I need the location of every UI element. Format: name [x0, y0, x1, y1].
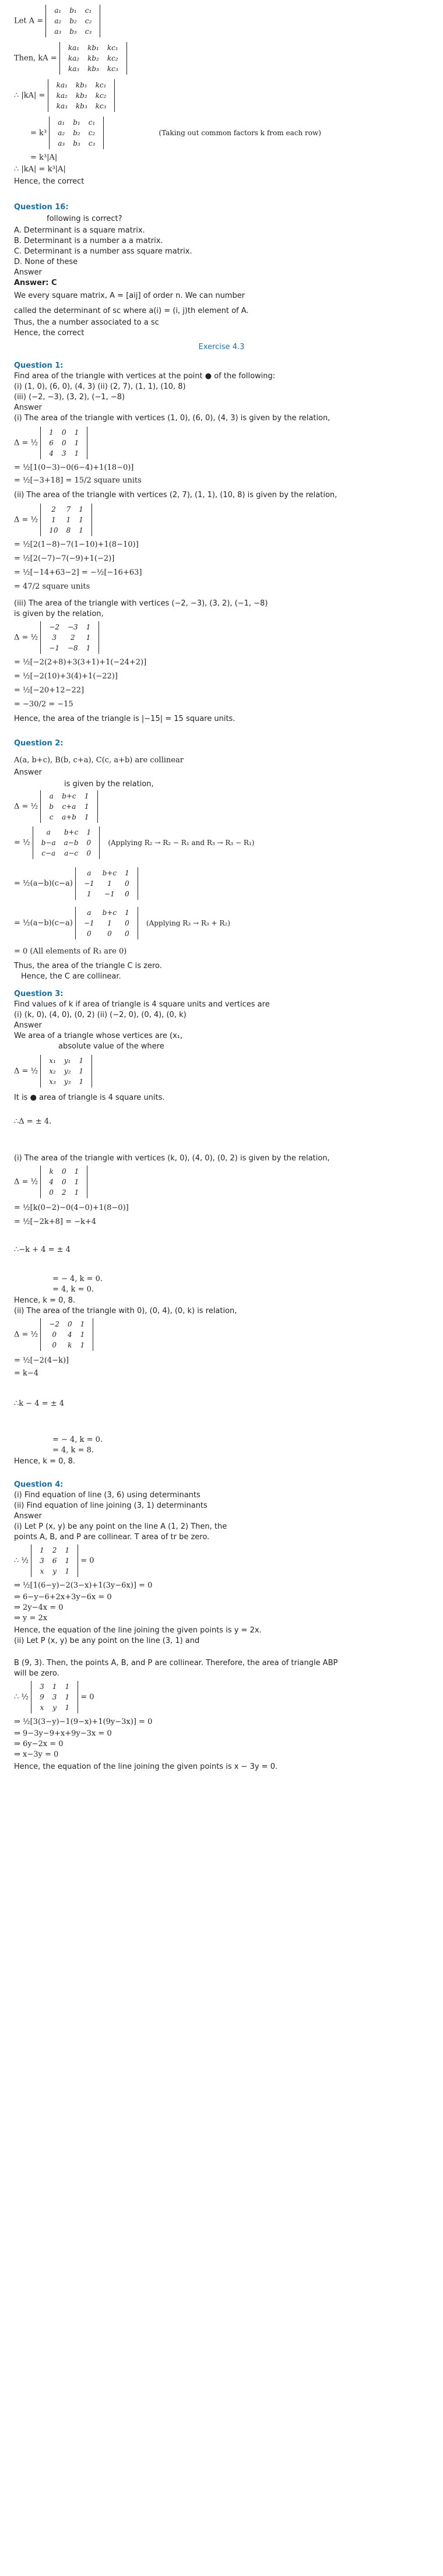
- q1-i-step-2: = ½[−3+18] = 15/2 square units: [14, 476, 142, 485]
- q3-pm4: ∴Δ = ± 4.: [14, 1117, 52, 1126]
- q2-statement: A(a, b+c), B(b, c+a), C(c, a+b) are collinear: [14, 756, 184, 765]
- q3-ii-text: (ii) The area of the triangle with 0), (0, 4), (0, k) is relation,: [14, 1307, 237, 1315]
- q1-iii-text-2: is given by the relation,: [14, 610, 104, 618]
- k3a-line: = k³|A|: [30, 153, 58, 162]
- question-3-title: Question 3:: [14, 990, 64, 998]
- q3-it-is: It is ● area of triangle is 4 square units.: [14, 1093, 165, 1102]
- q3-ii-det: Δ = ½ −2 0 1 0 4 1 0 k 1: [14, 1318, 93, 1351]
- q3-ii-result-2: = 4, k = 8.: [52, 1446, 94, 1455]
- q4-i-line-2: points A, B, and P are collinear. T area of tr be zero.: [14, 1533, 210, 1542]
- q4-ii-step-4: ⇒ x−3y = 0: [14, 1750, 59, 1759]
- q3-i-text: (i) The area of the triangle with vertices (k, 0), (4, 0), (0, 2) is given by the relation,: [14, 1154, 330, 1163]
- q4-i-step-3: ⇒ 2y−4x = 0: [14, 1603, 64, 1612]
- q16-option-d: D. None of these: [14, 258, 78, 266]
- q1-iii-text: (iii) The area of the triangle with vertices (−2, −3), (3, 2), (−1, −8): [14, 599, 268, 608]
- q4-ii-line-3: will be zero.: [14, 1669, 59, 1678]
- q4-i-line-1: (i) Let P (x, y) be any point on the line A (1, 2) Then, the: [14, 1522, 227, 1531]
- question-1-title: Question 1:: [14, 361, 64, 370]
- q4-ii-step-1: ⇒ ½[3(3−y)−1(9−x)+1(9y−3x)] = 0: [14, 1718, 153, 1726]
- q1-iii-det: Δ = ½ −2 −3 1 3 2 1 −1 −8 1: [14, 621, 99, 654]
- q16-explanation-3: Thus, the a number associated to a sc: [14, 318, 159, 327]
- q4-part-1: (i) Find equation of line (3, 6) using determinants: [14, 1491, 201, 1500]
- q1-i-step-1: = ½[1(0−3)−0(6−4)+1(18−0)]: [14, 463, 134, 472]
- q3-i-result-1: = − 4, k = 0.: [52, 1275, 103, 1283]
- q1-i-text: (i) The area of the triangle with vertices (1, 0), (6, 0), (4, 3) is given by the relation,: [14, 414, 331, 423]
- q2-det-1: Δ = ½ a b+c 1 b c+a 1 c a+b 1: [14, 790, 98, 823]
- q1-iii-conclusion: Hence, the area of the triangle is |−15| = 15 square units.: [14, 715, 235, 723]
- q2-thus: Thus, the area of the triangle C is zero.: [14, 962, 162, 970]
- q2-answer-label: Answer: [14, 768, 42, 777]
- q3-we: We area of a triangle whose vertices are (x₁,: [14, 1032, 183, 1040]
- q4-ii-line-1: (ii) Let P (x, y) be any point on the line (3, 1) and: [14, 1637, 200, 1645]
- q16-option-c: C. Determinant is a number ass square matrix.: [14, 247, 192, 256]
- q4-part-2: (ii) Find equation of line joining (3, 1) determinants: [14, 1501, 208, 1510]
- q4-i-conclusion: Hence, the equation of the line joining the given points is y = 2x.: [14, 1626, 262, 1635]
- q1-i-det: Δ = ½ 1 0 1 6 0 1 4 3 1: [14, 427, 87, 459]
- question-2-title: Question 2:: [14, 739, 64, 748]
- q16-explanation-1: We every square matrix, A = [aij] of order n. We can number: [14, 291, 245, 300]
- q4-i-step-1: ⇒ ½[1(6−y)−2(3−x)+1(3y−6x)] = 0: [14, 1581, 153, 1590]
- q16-answer: Answer: C: [14, 279, 57, 287]
- q1-ii-text: (ii) The area of the triangle with vertices (2, 7), (1, 1), (10, 8) is given by the relation,: [14, 491, 337, 499]
- q4-ii-step-2: ⇒ 9−3y−9+x+9y−3x = 0: [14, 1729, 112, 1738]
- q2-det-3: = ½(a−b)(c−a) a b+c 1 −1 1 0 1 −1 0: [14, 867, 138, 900]
- q3-i-step-1: = ½[k(0−2)−0(4−0)+1(8−0)]: [14, 1203, 129, 1212]
- q4-i-step-2: ⇒ 6−y−6+2x+3y−6x = 0: [14, 1593, 112, 1602]
- exercise-heading: Exercise 4.3: [198, 343, 245, 351]
- q3-points: (i) (k, 0), (4, 0), (0, 2) (ii) (−2, 0), (0, 4), (0, k): [14, 1011, 187, 1019]
- q16-answer-label: Answer: [14, 268, 42, 277]
- q1-ii-step-3: = ½[−14+63−2] = −½[−16+63]: [14, 568, 142, 577]
- q2-det-4: = ½(a−b)(c−a) a b+c 1 −1 1 0 0 0 0 (Applying R₃ → R₃ + R₂): [14, 907, 230, 939]
- q3-i-result-2: = 4, k = 0.: [52, 1285, 94, 1294]
- q2-det-2: = ½ a b+c 1 b−a a−b 0 c−a a−c 0 (Applying R₂ → R₂ − R₁ and R₃ → R₃ − R₁): [14, 826, 254, 859]
- q4-answer-label: Answer: [14, 1512, 42, 1521]
- q2-step-2-note: (Applying R₃ → R₃ + R₂): [146, 919, 230, 927]
- hence-correct: Hence, the correct: [14, 177, 85, 186]
- q16-explanation-4: Hence, the correct: [14, 329, 85, 337]
- q3-ii-hence: Hence, k = 0, 8.: [14, 1457, 76, 1466]
- question-16-title: Question 16:: [14, 203, 69, 212]
- q4-i-det: ∴ ½ 1 2 1 3 6 1 x y 1 = 0: [14, 1544, 94, 1577]
- q16-option-b: B. Determinant is a number a a matrix.: [14, 237, 163, 245]
- q4-ii-line-2: B (9, 3). Then, the points A, B, and P are collinear. Therefore, the area of triangle ABP: [14, 1659, 338, 1667]
- q1-ii-step-4: = 47/2 square units: [14, 582, 90, 591]
- q2-hence: Hence, the C are collinear.: [21, 972, 121, 981]
- q2-step-1-note: (Applying R₂ → R₂ − R₁ and R₃ → R₃ − R₁): [108, 838, 255, 847]
- q4-i-step-4: ⇒ y = 2x: [14, 1614, 48, 1623]
- q1-iii-step-2: = ½[−2(10)+3(4)+1(−22)]: [14, 672, 118, 681]
- q4-ii-det: ∴ ½ 3 1 1 9 3 1 x y 1 = 0: [14, 1681, 94, 1713]
- det-ka-line: ∴ |kA| = ka₁ kb₁ kc₁ ka₂ kb₂ kc₂ ka₃ kb₃ kc₃: [14, 79, 115, 112]
- k3-line: = k³ a₁ b₁ c₁ a₂ b₂ c₂ a₃ b₃ c₃ (Taking out common factors k from each row): [14, 117, 321, 149]
- q1-ii-step-2: = ½[2(−7)−7(−9)+1(−2)]: [14, 554, 115, 563]
- q1-iii-step-1: = ½[−2(2+8)+3(3+1)+1(−24+2)]: [14, 658, 147, 667]
- q4-ii-conclusion: Hence, the equation of the line joining the given points is x − 3y = 0.: [14, 1762, 278, 1771]
- q1-prompt: Find area of the triangle with vertices at the point ● of the following:: [14, 372, 276, 381]
- q3-ii-step-2: = k−4: [14, 1369, 39, 1378]
- q1-points: (i) (1, 0), (6, 0), (4, 3) (ii) (2, 7), (1, 1), (10, 8): [14, 382, 186, 391]
- q3-ii-result-1: = − 4, k = 0.: [52, 1435, 103, 1444]
- q1-points-2: (iii) (−2, −3), (3, 2), (−1, −8): [14, 393, 125, 402]
- q3-ii-equation: ∴k − 4 = ± 4: [14, 1399, 65, 1408]
- q3-i-det: Δ = ½ k 0 1 4 0 1 0 2 1: [14, 1166, 87, 1198]
- q1-ii-det: Δ = ½ 2 7 1 1 1 1 10 8 1: [14, 504, 92, 536]
- q3-i-step-2: = ½[−2k+8] = −k+4: [14, 1217, 97, 1226]
- q16-explanation-2: called the determinant of sc where a(i) = (i, j)th element of A.: [14, 307, 249, 315]
- q2-given: is given by the relation,: [64, 780, 154, 789]
- q16-option-a: A. Determinant is a square matrix.: [14, 226, 145, 235]
- let-a-line: Let A = a₁ b₁ c₁ a₂ b₂ c₂ a₃ b₃ c₃: [14, 5, 100, 37]
- q1-iii-step-3: = ½[−20+12−22]: [14, 686, 85, 695]
- q4-ii-step-3: ⇒ 6y−2x = 0: [14, 1740, 64, 1748]
- q3-ii-step-1: = ½[−2(4−k)]: [14, 1356, 69, 1365]
- q1-ii-step-1: = ½[2(1−8)−7(1−10)+1(8−10)]: [14, 540, 139, 549]
- q3-abs: absolute value of the where: [58, 1042, 164, 1051]
- taking-common-note: (Taking out common factors k from each row): [159, 128, 321, 137]
- q3-i-equation: ∴−k + 4 = ± 4: [14, 1245, 71, 1254]
- q1-iii-step-4: = −30/2 = −15: [14, 700, 73, 709]
- q3-general-det: Δ = ½ x₁ y₁ 1 x₂ y₂ 1 x₃ y₃ 1: [14, 1055, 92, 1088]
- q2-zero: = 0 (All elements of R₃ are 0): [14, 947, 127, 956]
- q1-answer-label: Answer: [14, 403, 42, 412]
- q3-answer-label: Answer: [14, 1021, 42, 1030]
- q3-i-hence: Hence, k = 0, 8.: [14, 1296, 76, 1305]
- then-ka-line: Then, kA = ka₁ kb₁ kc₁ ka₂ kb₂ kc₂ ka₃ kb₃ kc₃: [14, 42, 127, 75]
- q3-prompt: Find values of k if area of triangle is 4 square units and vertices are: [14, 1000, 270, 1009]
- question-4-title: Question 4:: [14, 1480, 64, 1489]
- q16-question: following is correct?: [47, 214, 122, 223]
- conclusion-line: ∴ |kA| = k³|A|: [14, 165, 66, 174]
